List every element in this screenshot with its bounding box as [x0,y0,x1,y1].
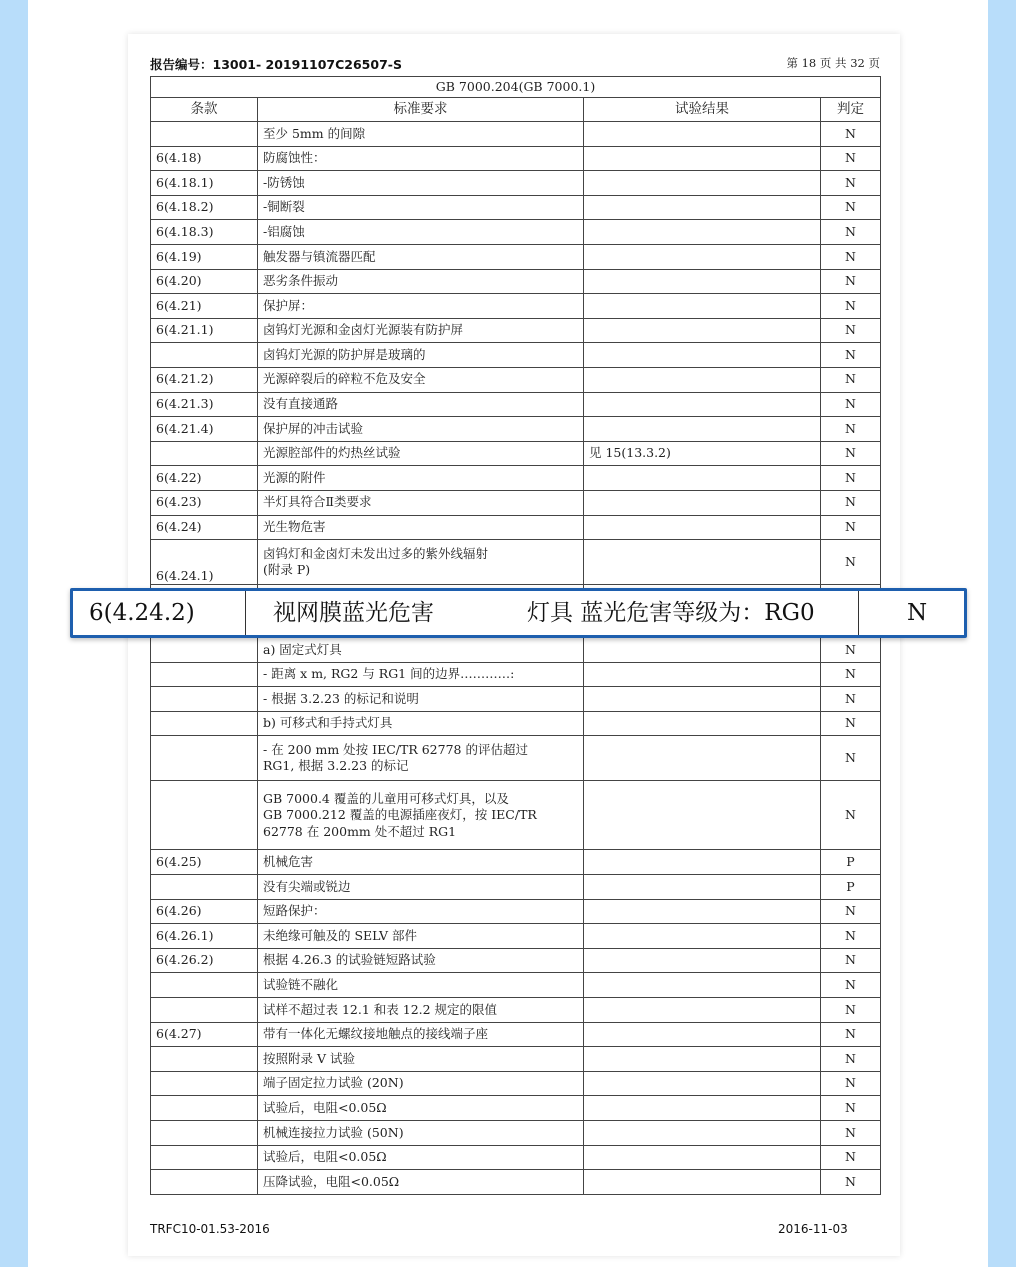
table-row [151,441,881,466]
clause-cell [151,1096,258,1121]
requirement-cell: 光源碎裂后的碎粒不危及安全 [258,367,584,392]
verdict-cell: N [821,662,881,687]
highlight-requirement: 视网膜蓝光危害 [273,600,434,626]
clause-cell [151,1170,258,1195]
verdict-cell: N [821,948,881,973]
result-cell [584,1096,821,1121]
result-cell: 见 15(13.3.2) [584,441,821,466]
highlight-divider [858,591,859,635]
requirement-cell: 按照附录 V 试验 [258,1047,584,1072]
verdict-cell: N [821,998,881,1023]
clause-cell: 6(4.21) [151,294,258,319]
column-header-result: 试验结果 [584,98,821,122]
clause-cell [151,973,258,998]
verdict-cell: N [821,540,881,585]
verdict-cell: N [821,687,881,712]
verdict-cell: N [821,244,881,269]
clause-cell: 6(4.24.1) [151,540,258,585]
clause-cell: 6(4.18.1) [151,171,258,196]
table-row [151,343,881,368]
verdict-cell: N [821,899,881,924]
verdict-cell: N [821,146,881,171]
result-cell [584,220,821,245]
requirement-cell: 光源的附件 [258,466,584,491]
clause-cell [151,781,258,850]
clause-cell [151,736,258,781]
verdict-cell: N [821,490,881,515]
requirement-line: 卤钨灯和金卤灯未发出过多的紫外线辐射 [263,545,489,561]
result-cell [584,711,821,736]
requirement-cell: 试样不超过表 12.1 和表 12.2 规定的限值 [258,998,584,1023]
verdict-cell: N [821,1145,881,1170]
verdict-cell: N [821,1096,881,1121]
result-cell [584,343,821,368]
table-row [151,318,881,343]
page-number: 第 18 页 共 32 页 [786,56,880,70]
verdict-cell: N [821,638,881,663]
verdict-cell: N [821,122,881,147]
requirement-cell [258,540,584,585]
requirement-cell: 恶劣条件振动 [258,269,584,294]
verdict-cell: N [821,417,881,442]
clause-cell: 6(4.21.2) [151,367,258,392]
verdict-cell: N [821,269,881,294]
highlight-result: 灯具 蓝光危害等级为：RG0 [527,600,815,626]
result-cell [584,269,821,294]
table-row [151,367,881,392]
clause-cell: 6(4.21.4) [151,417,258,442]
requirement-cell: 没有直接通路 [258,392,584,417]
result-cell [584,850,821,875]
requirement-cell [258,781,584,850]
table-row [151,171,881,196]
column-header-requirement: 标准要求 [258,98,584,122]
clause-cell: 6(4.18) [151,146,258,171]
result-cell [584,948,821,973]
table-header-row [151,98,881,122]
table-row [151,417,881,442]
clause-cell: 6(4.22) [151,466,258,491]
requirement-cell: -防锈蚀 [258,171,584,196]
requirement-line: 62778 在 200mm 处不超过 RG1 [263,823,457,839]
requirement-cell: b) 可移式和手持式灯具 [258,711,584,736]
table-row [151,998,881,1023]
requirement-cell: 带有一体化无螺纹接地触点的接线端子座 [258,1022,584,1047]
table-row [151,146,881,171]
requirement-line: GB 7000.212 覆盖的电源插座夜灯，按 IEC/TR [263,807,537,823]
table-row [151,948,881,973]
result-cell [584,146,821,171]
verdict-cell: P [821,850,881,875]
result-cell [584,781,821,850]
table-row [151,1047,881,1072]
highlight-divider [245,591,246,635]
table-row [151,711,881,736]
table-row [151,515,881,540]
table-row [151,1071,881,1096]
table-row [151,875,881,900]
clause-cell: 6(4.27) [151,1022,258,1047]
result-cell [584,662,821,687]
clause-cell [151,1121,258,1146]
requirement-cell: a) 固定式灯具 [258,638,584,663]
table-row [151,924,881,949]
result-cell [584,998,821,1023]
issue-date: 2016-11-03 [778,1222,848,1236]
verdict-cell: N [821,973,881,998]
clause-cell [151,687,258,712]
requirement-cell: - 根据 3.2.23 的标记和说明 [258,687,584,712]
clause-cell [151,1145,258,1170]
clause-cell [151,875,258,900]
requirement-cell: - 距离 x m, RG2 与 RG1 间的边界…………: [258,662,584,687]
result-cell [584,736,821,781]
table-row [151,269,881,294]
requirement-cell: 未绝缘可触及的 SELV 部件 [258,924,584,949]
table-row [151,490,881,515]
clause-cell [151,1047,258,1072]
requirement-cell: -铝腐蚀 [258,220,584,245]
result-cell [584,875,821,900]
verdict-cell: N [821,367,881,392]
table-row [151,662,881,687]
clause-cell: 6(4.26) [151,899,258,924]
clause-cell: 6(4.20) [151,269,258,294]
requirement-cell: 光生物危害 [258,515,584,540]
requirement-cell: 半灯具符合Ⅱ类要求 [258,490,584,515]
requirement-line: (附录 P) [263,562,311,578]
verdict-cell: N [821,392,881,417]
table-row [151,244,881,269]
verdict-cell: N [821,1071,881,1096]
table-row [151,899,881,924]
table-row [151,1145,881,1170]
table-row [151,1121,881,1146]
requirement-cell: 试验后，电阻<0.05Ω [258,1145,584,1170]
result-cell [584,899,821,924]
table-row [151,638,881,663]
standard-title: GB 7000.204(GB 7000.1) [151,77,881,98]
verdict-cell: N [821,515,881,540]
clause-cell: 6(4.26.1) [151,924,258,949]
requirement-cell: 保护屏的冲击试验 [258,417,584,442]
verdict-cell: N [821,711,881,736]
result-cell [584,540,821,585]
result-cell [584,687,821,712]
verdict-cell: N [821,343,881,368]
verdict-cell: N [821,466,881,491]
verdict-cell: N [821,171,881,196]
result-cell [584,973,821,998]
table-row [151,781,881,850]
result-cell [584,392,821,417]
requirement-cell: 机械危害 [258,850,584,875]
right-border-strip [988,0,1016,1267]
table-row [151,392,881,417]
result-cell [584,638,821,663]
requirement-cell: 压降试验，电阻<0.05Ω [258,1170,584,1195]
form-number: TRFC10-01.53-2016 [150,1222,270,1236]
table-row [151,687,881,712]
clause-cell [151,1071,258,1096]
clause-cell: 6(4.26.2) [151,948,258,973]
highlight-clause: 6(4.24.2) [89,600,195,626]
result-cell [584,318,821,343]
result-cell [584,1047,821,1072]
table-row [151,294,881,319]
requirement-cell: 根据 4.26.3 的试验链短路试验 [258,948,584,973]
verdict-cell: N [821,781,881,850]
verdict-cell: N [821,441,881,466]
result-cell [584,195,821,220]
result-cell [584,417,821,442]
report-number: 报告编号：13001- 20191107C26507-S [150,57,402,72]
table-row [151,540,881,585]
requirement-cell: 保护屏： [258,294,584,319]
requirement-cell: 卤钨灯光源和金卤灯光源装有防护屏 [258,318,584,343]
verdict-cell: N [821,1047,881,1072]
result-cell [584,1170,821,1195]
verdict-cell: N [821,318,881,343]
clause-cell [151,638,258,663]
table-row [151,850,881,875]
requirement-cell: 光源腔部件的灼热丝试验 [258,441,584,466]
clause-cell: 6(4.18.2) [151,195,258,220]
clause-cell [151,343,258,368]
verdict-cell: N [821,294,881,319]
clause-cell [151,122,258,147]
result-cell [584,1071,821,1096]
result-cell [584,515,821,540]
requirement-cell: 触发器与镇流器匹配 [258,244,584,269]
requirement-cell: 没有尖端或锐边 [258,875,584,900]
table-row [151,1096,881,1121]
table-row [151,973,881,998]
verdict-cell: P [821,875,881,900]
clause-cell: 6(4.21.3) [151,392,258,417]
result-cell [584,122,821,147]
left-border-strip [0,0,28,1267]
requirement-cell: 端子固定拉力试验 (20N) [258,1071,584,1096]
result-cell [584,1121,821,1146]
table-row [151,466,881,491]
requirement-cell: 短路保护： [258,899,584,924]
requirement-cell: 机械连接拉力试验 (50N) [258,1121,584,1146]
requirement-line: - 在 200 mm 处按 IEC/TR 62778 的评估超过 [263,741,528,757]
requirement-cell: 防腐蚀性： [258,146,584,171]
result-cell [584,490,821,515]
result-cell [584,466,821,491]
result-cell [584,924,821,949]
table-row [151,220,881,245]
column-header-clause: 条款 [151,98,258,122]
requirement-cell: 卤钨灯光源的防护屏是玻璃的 [258,343,584,368]
verdict-cell: N [821,195,881,220]
table-row [151,1170,881,1195]
clause-cell: 6(4.25) [151,850,258,875]
clause-cell: 6(4.24) [151,515,258,540]
column-header-verdict: 判定 [821,98,881,122]
requirement-cell: 试验链不融化 [258,973,584,998]
requirement-line: GB 7000.4 覆盖的儿童用可移式灯具，以及 [263,790,509,806]
requirement-cell: -铜断裂 [258,195,584,220]
clause-cell [151,711,258,736]
verdict-cell: N [821,220,881,245]
table-row [151,1022,881,1047]
clause-cell: 6(4.19) [151,244,258,269]
requirement-line: RG1, 根据 3.2.23 的标记 [263,758,409,774]
table-row [151,736,881,781]
clause-cell [151,998,258,1023]
table-row [151,122,881,147]
result-cell [584,1145,821,1170]
verdict-cell: N [821,924,881,949]
clause-cell: 6(4.18.3) [151,220,258,245]
clause-cell: 6(4.23) [151,490,258,515]
highlight-verdict: N [907,600,928,626]
requirement-cell [258,736,584,781]
clause-cell [151,662,258,687]
result-cell [584,294,821,319]
verdict-cell: N [821,1022,881,1047]
result-cell [584,244,821,269]
table-row [151,195,881,220]
clause-cell: 6(4.21.1) [151,318,258,343]
highlighted-row [70,588,967,638]
result-cell [584,367,821,392]
result-cell [584,1022,821,1047]
requirement-cell: 至少 5mm 的间隙 [258,122,584,147]
clause-cell [151,441,258,466]
requirement-cell: 试验后，电阻<0.05Ω [258,1096,584,1121]
verdict-cell: N [821,1170,881,1195]
verdict-cell: N [821,1121,881,1146]
result-cell [584,171,821,196]
verdict-cell: N [821,736,881,781]
